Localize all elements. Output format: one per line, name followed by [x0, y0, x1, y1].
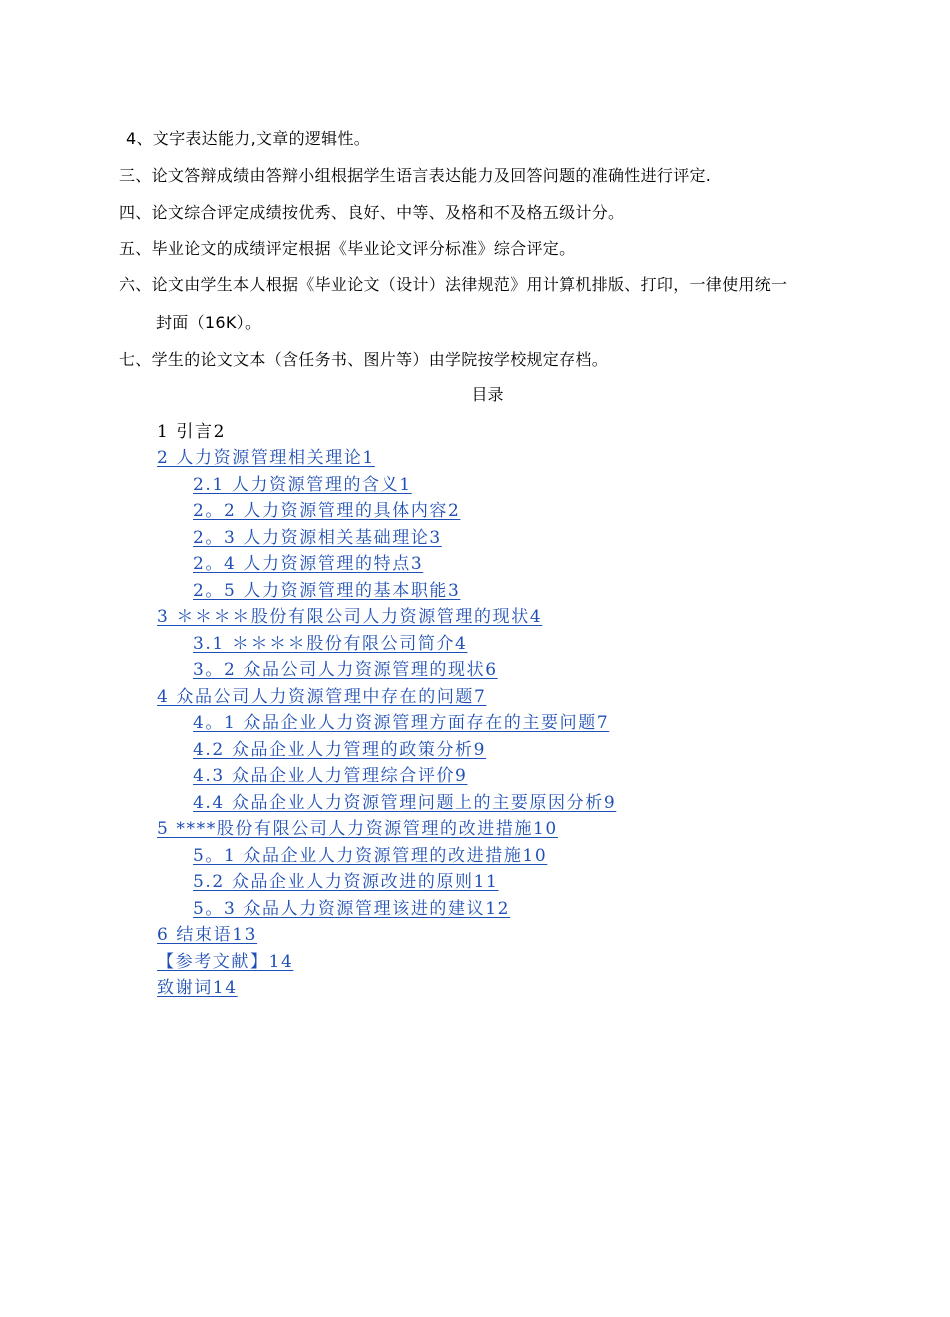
toc-link-5-1[interactable]: 5。1 众品企业人力资源管理的改进措施10	[193, 846, 548, 866]
paragraph-item-5: 五、毕业论文的成绩评定根据《毕业论文评分标准》综合评定。	[119, 239, 576, 258]
toc-link-2-3[interactable]: 2。3 人力资源相关基础理论3	[193, 528, 442, 548]
toc-link-2-1[interactable]: 2.1 人力资源管理的含义1	[193, 475, 412, 495]
toc-link-3-2[interactable]: 3。2 众品公司人力资源管理的现状6	[193, 660, 498, 680]
toc-link-2-5[interactable]: 2。5 人力资源管理的基本职能3	[193, 581, 461, 601]
toc-link-4-4[interactable]: 4.4 众品企业人力资源管理问题上的主要原因分析9	[193, 793, 617, 813]
toc-link-conclusion[interactable]: 6 结束语13	[157, 925, 258, 945]
toc-entry-introduction: 1 引言2	[157, 422, 227, 442]
toc-link-chapter-5[interactable]: 5 ****股份有限公司人力资源管理的改进措施10	[157, 819, 558, 839]
toc-link-chapter-4[interactable]: 4 众品公司人力资源管理中存在的问题7	[157, 687, 487, 707]
toc-link-5-3[interactable]: 5。3 众品人力资源管理该进的建议12	[193, 899, 511, 919]
toc-link-4-3[interactable]: 4.3 众品企业人力管理综合评价9	[193, 766, 468, 786]
paragraph-item-4: 4、文字表达能力,文章的逻辑性。	[126, 129, 371, 148]
toc-link-3-1[interactable]: 3.1 ＊＊＊＊股份有限公司简介4	[193, 634, 468, 654]
paragraph-item-4-grade: 四、论文综合评定成绩按优秀、良好、中等、及格和不及格五级计分。	[119, 203, 625, 222]
paragraph-item-3: 三、论文答辩成绩由答辩小组根据学生语言表达能力及回答问题的准确性进行评定.	[119, 166, 712, 185]
toc-link-references[interactable]: 【参考文献】14	[157, 952, 294, 972]
toc-link-2-4[interactable]: 2。4 人力资源管理的特点3	[193, 554, 424, 574]
paragraph-item-7: 七、学生的论文文本（含任务书、图片等）由学院按学校规定存档。	[119, 350, 609, 369]
toc-link-acknowledgements[interactable]: 致谢词14	[157, 978, 238, 998]
toc-link-2-2[interactable]: 2。2 人力资源管理的具体内容2	[193, 501, 461, 521]
toc-link-chapter-3[interactable]: 3 ＊＊＊＊股份有限公司人力资源管理的现状4	[157, 607, 543, 627]
paragraph-item-6: 六、论文由学生本人根据《毕业论文（设计）法律规范》用计算机排版、打印，一律使用统一	[119, 275, 788, 294]
paragraph-item-6-continued: 封面（16K）。	[156, 313, 262, 332]
toc-link-chapter-2[interactable]: 2 人力资源管理相关理论1	[157, 448, 375, 468]
toc-link-4-1[interactable]: 4。1 众品企业人力资源管理方面存在的主要问题7	[193, 713, 610, 733]
toc-link-5-2[interactable]: 5.2 众品企业人力资源改进的原则11	[193, 872, 499, 892]
toc-link-4-2[interactable]: 4.2 众品企业人力管理的政策分析9	[193, 740, 487, 760]
toc-title: 目录	[471, 385, 504, 404]
